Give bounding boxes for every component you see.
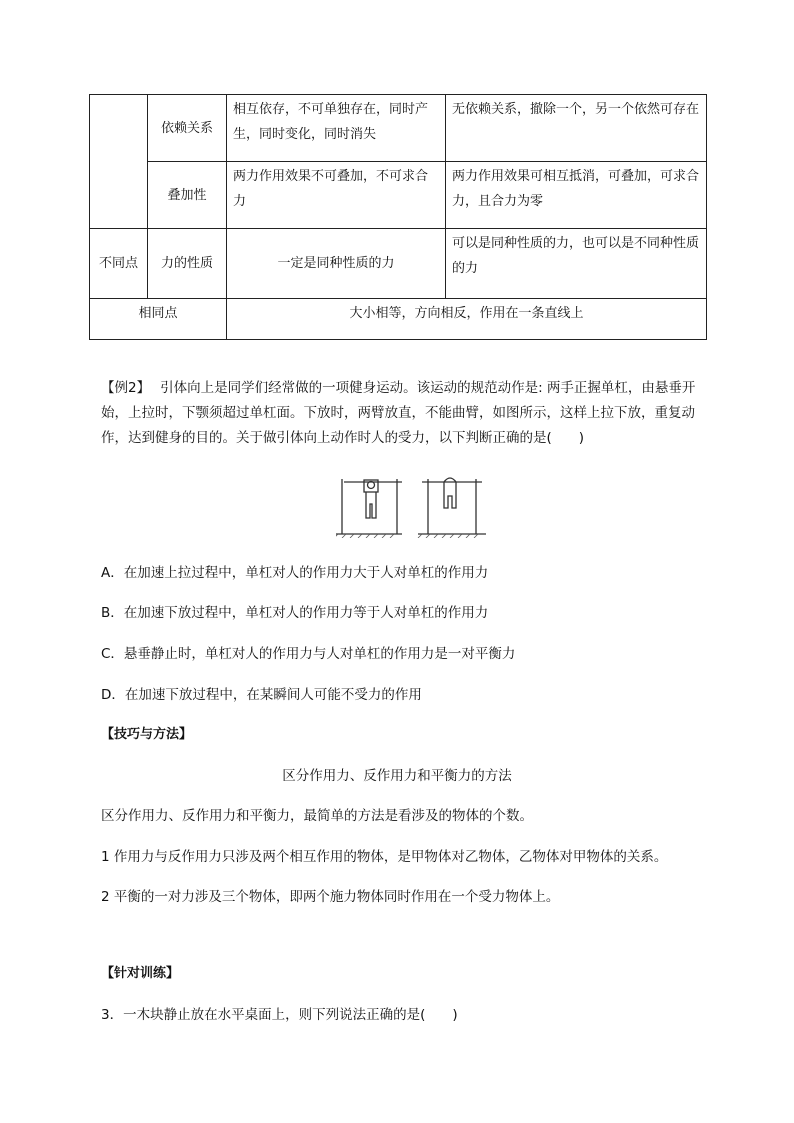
training-question: 3．一木块静止放在水平桌面上，则下列说法正确的是( ) — [101, 1007, 458, 1023]
table-cell: 大小相等，方向相反，作用在一条直线上 — [227, 299, 707, 340]
example-label: 【例2】 — [101, 380, 151, 396]
table-row — [90, 299, 707, 340]
table-cell: 相同点 — [90, 299, 227, 340]
method-line: 区分作用力、反作用力和平衡力，最简单的方法是看涉及的物体的个数。 — [101, 808, 533, 824]
table-row — [90, 229, 707, 299]
method-title: 区分作用力、反作用力和平衡力的方法 — [282, 768, 512, 784]
option-a: A．在加速上拉过程中，单杠对人的作用力大于人对单杠的作用力 — [101, 565, 489, 581]
table-cell: 无依赖关系，撤除一个，另一个依然可存在 — [446, 95, 707, 162]
training-header: 【针对训练】 — [101, 966, 180, 981]
table-cell: 叠加性 — [148, 162, 227, 229]
option-c: C．悬垂静止时，单杠对人的作用力与人对单杠的作用力是一对平衡力 — [101, 646, 516, 662]
example-text: 引体向上是同学们经常做的一项健身运动。该运动的规范动作是: 两手正握单杠，由悬垂开始，上拉时，下颚须超过单杠面。下放时，两臂放直，不能曲臂，如图所示，这样上拉下放，重复动作，达到健身的目的。关于做引体向上动作时人的受力，以下判断正确的是( ) — [101, 380, 696, 446]
table-row — [90, 95, 707, 162]
option-d: D．在加速下放过程中，在某瞬间人可能不受力的作用 — [101, 687, 422, 703]
table-cell: 依赖关系 — [148, 95, 227, 162]
table-cell: 两力作用效果可相互抵消，可叠加，可求合力，且合力为零 — [446, 162, 707, 229]
table-cell: 可以是同种性质的力，也可以是不同种性质的力 — [446, 229, 707, 299]
method-line: 1 作用力与反作用力只涉及两个相互作用的物体，是甲物体对乙物体，乙物体对甲物体的关系。 — [101, 849, 668, 865]
method-header: 【技巧与方法】 — [101, 727, 193, 742]
table-cell: 力的性质 — [148, 229, 227, 299]
table-cell: 一定是同种性质的力 — [227, 229, 446, 299]
table-cell — [90, 95, 148, 229]
table-cell: 相互依存，不可单独存在，同时产生，同时变化，同时消失 — [227, 95, 446, 162]
method-line: 2 平衡的一对力涉及三个物体，即两个施力物体同时作用在一个受力物体上。 — [101, 889, 560, 905]
comparison-table — [89, 94, 707, 340]
table-cell: 两力作用效果不可叠加，不可求合力 — [227, 162, 446, 229]
pullup-figure — [336, 474, 488, 538]
option-b: B．在加速下放过程中，单杠对人的作用力等于人对单杠的作用力 — [101, 605, 489, 621]
table-cell: 不同点 — [90, 229, 148, 299]
example-paragraph — [101, 376, 706, 451]
table-row — [90, 162, 707, 229]
